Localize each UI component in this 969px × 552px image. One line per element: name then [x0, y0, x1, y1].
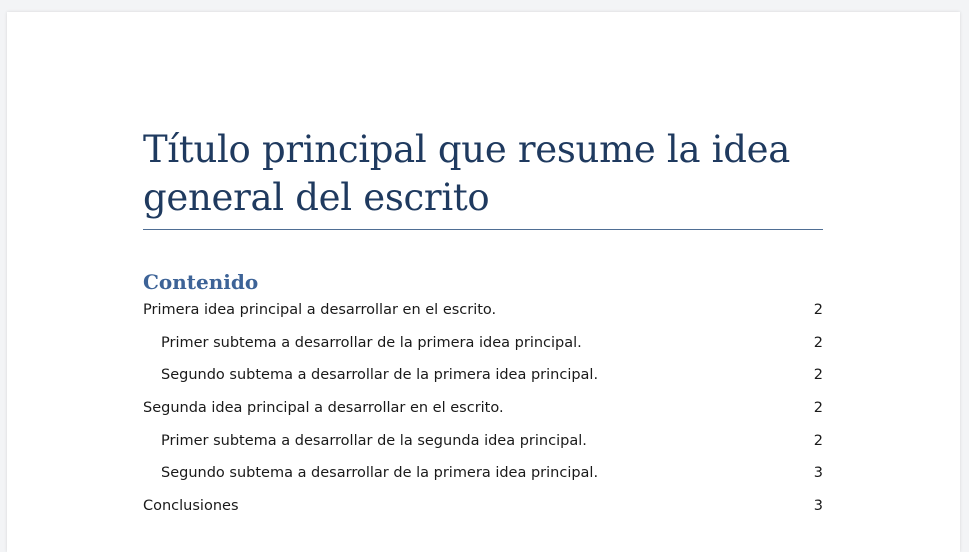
toc-entry[interactable]: [143, 460, 823, 493]
toc-entry[interactable]: [143, 428, 823, 461]
toc-entry-text: Segundo subtema a desarrollar de la primera idea principal.: [161, 367, 599, 384]
toc-entry-text: Segundo subtema a desarrollar de la primera idea principal.: [161, 465, 599, 482]
document-page: [7, 12, 960, 552]
toc-entry-text: Segunda idea principal a desarrollar en el escrito.: [143, 400, 504, 417]
toc-heading: Contenido: [143, 270, 259, 294]
toc-entry[interactable]: [143, 493, 823, 526]
toc-entry[interactable]: [143, 330, 823, 363]
toc-entry[interactable]: [143, 362, 823, 395]
toc-entry-text: Primera idea principal a desarrollar en el escrito.: [143, 302, 497, 318]
toc-entry-text: Primer subtema a desarrollar de la primera idea principal.: [161, 334, 582, 351]
toc-entry-page-number: 2: [813, 432, 823, 449]
title-underline-divider: [143, 229, 823, 230]
toc-entry-page-number: 2: [813, 302, 823, 318]
toc-entry-page-number: 2: [813, 334, 823, 351]
table-of-contents: [143, 297, 823, 526]
toc-entry-page-number: 2: [813, 400, 823, 417]
toc-entry-page-number: 3: [813, 465, 823, 482]
toc-entry-text: Conclusiones: [143, 498, 239, 515]
toc-entry-page-number: 2: [813, 367, 823, 384]
document-title: Título principal que resume la idea general del escrito: [143, 128, 790, 219]
toc-entry[interactable]: [143, 297, 823, 330]
toc-entry-page-number: 3: [813, 498, 823, 515]
toc-entry[interactable]: [143, 395, 823, 428]
toc-entry-text: Primer subtema a desarrollar de la segunda idea principal.: [161, 432, 587, 449]
